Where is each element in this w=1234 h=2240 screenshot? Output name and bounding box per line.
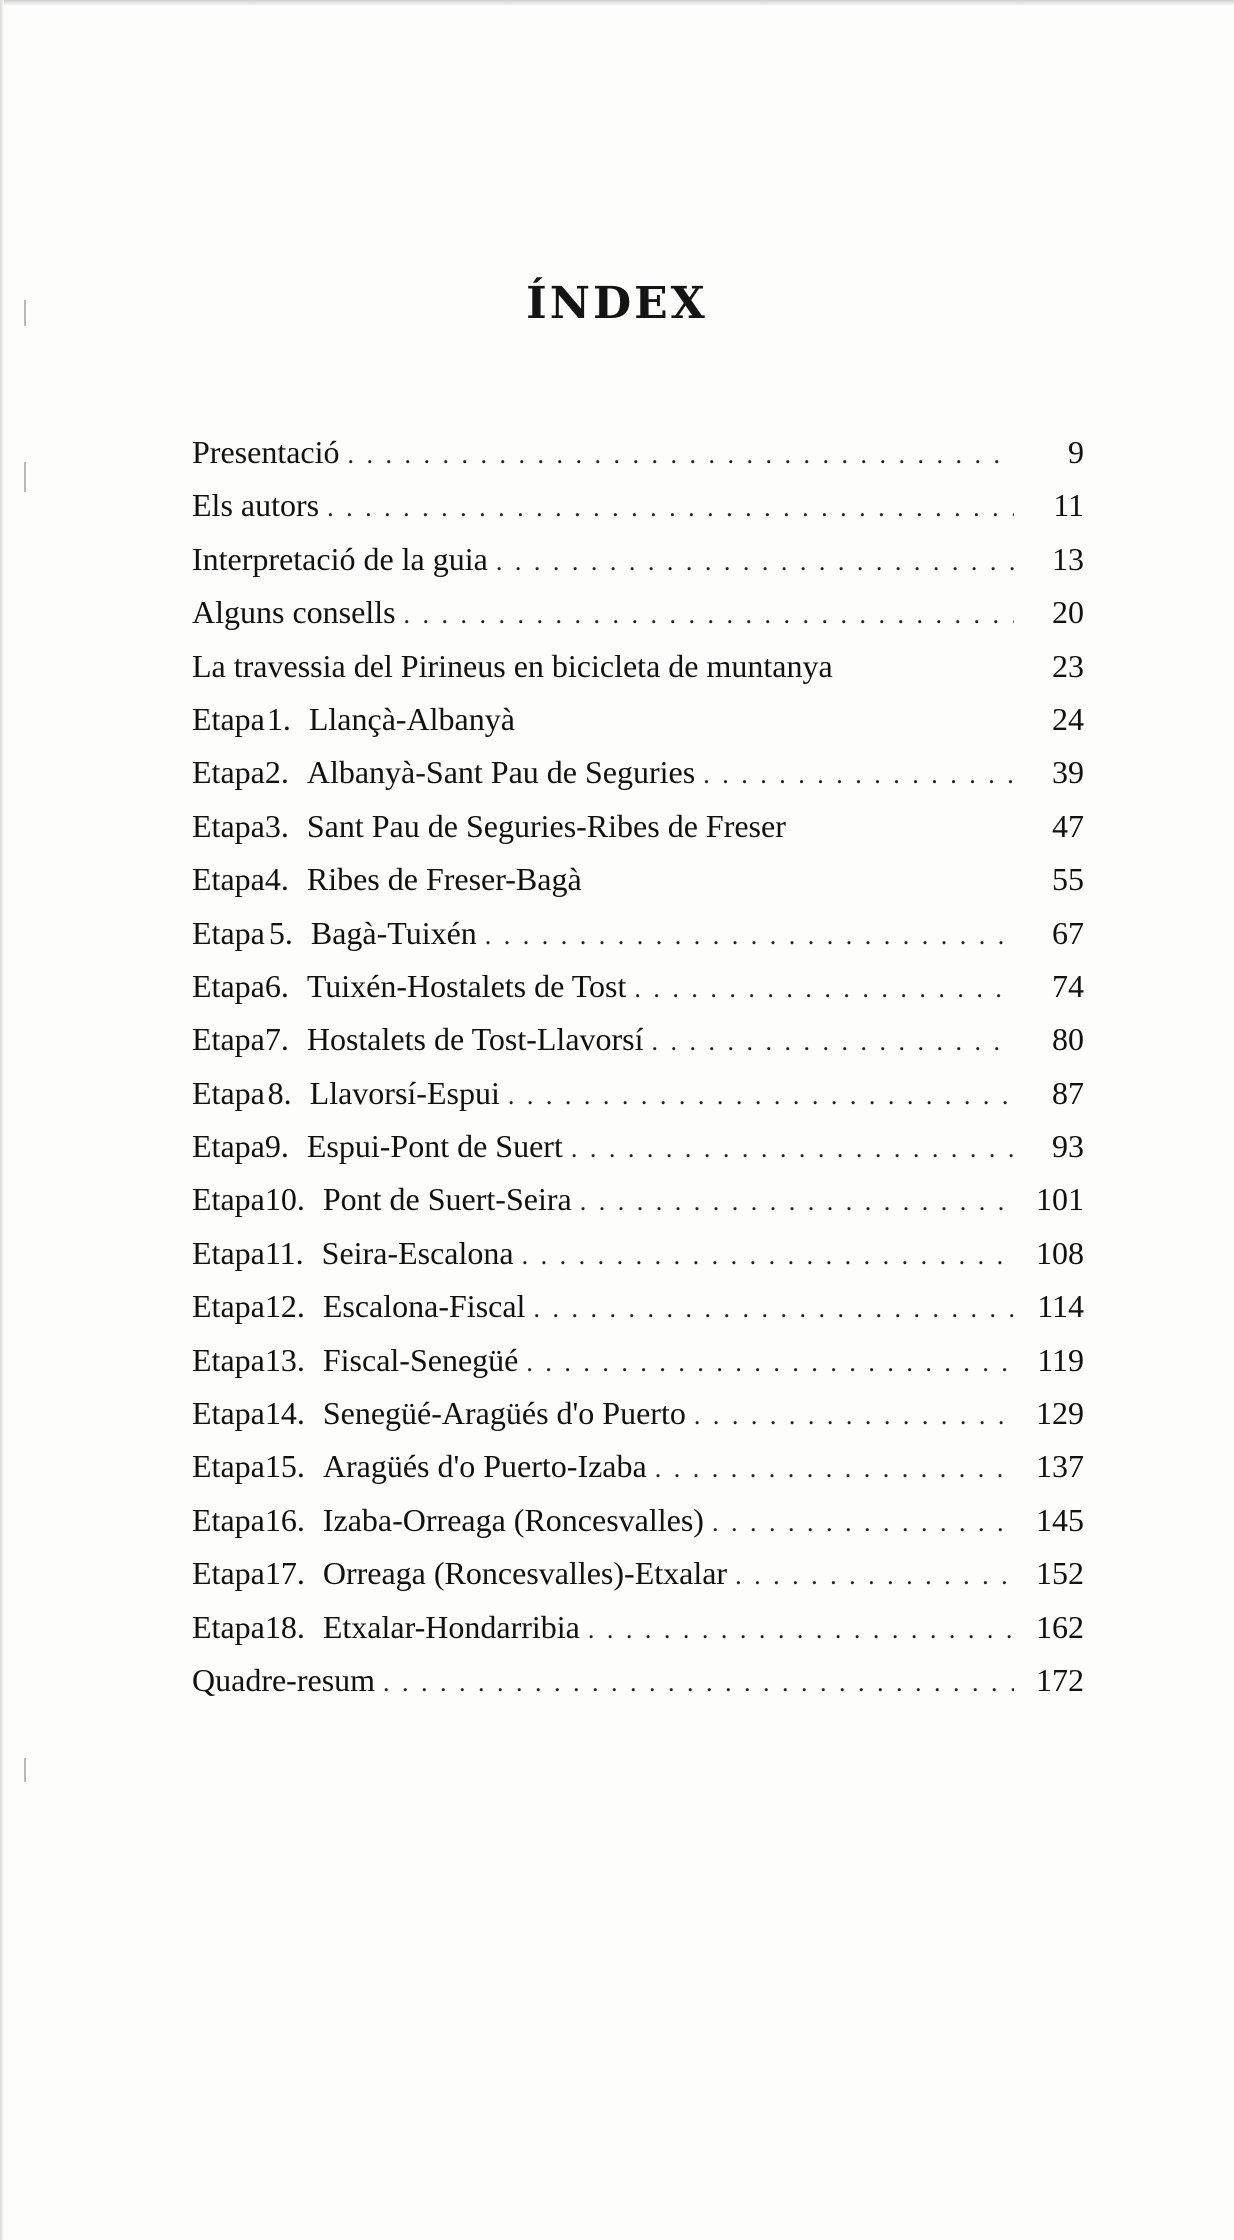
toc-stage-entry xyxy=(192,1067,1084,1120)
stage-number: 3. xyxy=(264,807,289,844)
toc-stage-entry xyxy=(192,1387,1084,1440)
stage-word: Etapa xyxy=(192,1448,265,1485)
toc-page-number: 162 xyxy=(1036,1608,1084,1645)
toc-entry-label: Espui-Pont de Suert xyxy=(306,1128,563,1165)
toc-page-number: 55 xyxy=(1052,861,1084,898)
toc-page-number: 20 xyxy=(1052,594,1084,631)
stage-number: 17. xyxy=(264,1555,305,1592)
toc-entry-label: Escalona-Fiscal xyxy=(322,1288,526,1325)
page-title: ÍNDEX xyxy=(526,278,708,329)
toc-page-number: 24 xyxy=(1052,700,1084,737)
toc-entry-label: Quadre-resum xyxy=(192,1661,376,1698)
toc-entry-label: Llavorsí-Espui xyxy=(309,1074,500,1111)
dot-leader xyxy=(348,428,1015,481)
stage-number: 5. xyxy=(268,914,293,951)
stage-number: 18. xyxy=(264,1608,305,1645)
toc-entry-label: Presentació xyxy=(192,434,340,470)
stage-word: Etapa xyxy=(192,1074,265,1111)
toc-page-number: 74 xyxy=(1052,967,1084,1004)
toc-entry xyxy=(192,533,1084,586)
toc-stage-entry xyxy=(192,1120,1084,1173)
toc-entry-label: Tuixén-Hostalets de Tost xyxy=(306,967,627,1004)
stage-word: Etapa xyxy=(192,807,265,844)
stage-number: 12. xyxy=(264,1288,305,1325)
margin-mark xyxy=(24,1758,26,1782)
stage-word: Etapa xyxy=(192,754,265,791)
toc-entry-label: Bagà-Tuixén xyxy=(310,914,477,951)
toc-entry-label: Pont de Suert-Seira xyxy=(322,1181,572,1218)
stage-word: Etapa xyxy=(192,1555,265,1592)
toc-stage-entry xyxy=(192,907,1084,960)
dot-leader xyxy=(588,1603,1014,1656)
stage-number: 9. xyxy=(264,1128,289,1165)
toc-entry-label: Albanyà-Sant Pau de Seguries xyxy=(306,754,696,791)
stage-word: Etapa xyxy=(192,967,265,1004)
stage-word: Etapa xyxy=(192,1234,265,1271)
stage-number: 15. xyxy=(264,1448,305,1485)
stage-number: 10. xyxy=(264,1181,305,1218)
toc-entry xyxy=(192,586,1084,639)
toc-entry-label: Els autors xyxy=(192,487,320,524)
dot-leader xyxy=(404,588,1014,641)
stage-number: 1. xyxy=(266,700,291,737)
toc-stage-entry xyxy=(192,960,1084,1013)
toc-entry-label: Ribes de Freser-Bagà xyxy=(306,861,582,898)
stage-number: 6. xyxy=(264,967,289,1004)
toc-page-number: 39 xyxy=(1052,754,1084,791)
toc-stage-entry xyxy=(192,1227,1084,1280)
stage-word: Etapa xyxy=(192,1181,265,1218)
toc-page-number: 13 xyxy=(1052,540,1084,577)
toc-page-number: 129 xyxy=(1036,1395,1084,1432)
dot-leader xyxy=(655,1442,1014,1495)
dot-leader xyxy=(327,481,1014,534)
stage-word: Etapa xyxy=(192,861,265,898)
toc-stage-entry xyxy=(192,853,1084,906)
toc-page-number: 101 xyxy=(1036,1181,1084,1218)
dot-leader xyxy=(508,1069,1014,1122)
toc-stage-entry xyxy=(192,1013,1084,1066)
stage-word: Etapa xyxy=(192,700,265,737)
toc-page-number: 137 xyxy=(1036,1448,1084,1485)
scan-edge-left xyxy=(0,0,4,2240)
stage-number: 4. xyxy=(264,861,289,898)
toc-page-number: 119 xyxy=(1037,1341,1084,1378)
toc-page-number: 47 xyxy=(1052,807,1084,844)
toc-stage-entry xyxy=(192,1547,1084,1600)
dot-leader xyxy=(571,1122,1014,1175)
stage-word: Etapa xyxy=(192,914,265,951)
dot-leader xyxy=(580,1175,1014,1228)
stage-number: 7. xyxy=(264,1021,289,1058)
toc-stage-entry xyxy=(192,1601,1084,1654)
toc-page-number: 11 xyxy=(1053,487,1084,524)
toc-entry-label: Senegüé-Aragüés d'o Puerto xyxy=(322,1395,686,1432)
toc-entry-label: Alguns consells xyxy=(192,594,396,631)
toc-page-number: 152 xyxy=(1036,1555,1084,1592)
stage-word: Etapa xyxy=(192,1501,265,1538)
scan-edge-top xyxy=(0,0,1234,6)
dot-leader xyxy=(712,1496,1014,1549)
toc-entry-label: Izaba-Orreaga (Roncesvalles) xyxy=(322,1501,704,1538)
toc-stage-entry xyxy=(192,746,1084,799)
toc-page-number: 172 xyxy=(1036,1661,1084,1698)
dot-leader xyxy=(383,1656,1014,1709)
margin-mark xyxy=(24,462,26,492)
toc-stage-entry xyxy=(192,1440,1084,1493)
stage-word: Etapa xyxy=(192,1395,265,1432)
dot-leader xyxy=(533,1282,1014,1335)
stage-number: 16. xyxy=(264,1501,305,1538)
dot-leader xyxy=(694,1389,1014,1442)
toc-stage-entry xyxy=(192,1334,1084,1387)
dot-leader xyxy=(703,748,1014,801)
toc-page-number: 114 xyxy=(1037,1288,1084,1325)
toc-stage-entry xyxy=(192,1280,1084,1333)
dot-leader xyxy=(496,535,1014,588)
toc-entry-label: La travessia del Pirineus en bicicleta de muntanya xyxy=(192,647,833,684)
toc-entry-label: Fiscal-Senegüé xyxy=(322,1341,519,1378)
toc-entry-label: Aragüés d'o Puerto-Izaba xyxy=(322,1448,647,1485)
toc-entry-label: Seira-Escalona xyxy=(321,1234,514,1271)
dot-leader xyxy=(634,962,1014,1015)
toc-entry-label: Hostalets de Tost-Llavorsí xyxy=(306,1021,644,1058)
dot-leader xyxy=(485,909,1014,962)
stage-word: Etapa xyxy=(192,1608,265,1645)
dot-leader xyxy=(652,1015,1014,1068)
stage-word: Etapa xyxy=(192,1341,265,1378)
stage-word: Etapa xyxy=(192,1021,265,1058)
toc-entry-label: Llançà-Albanyà xyxy=(308,700,515,737)
stage-word: Etapa xyxy=(192,1288,265,1325)
toc-entry-label: Etxalar-Hondarribia xyxy=(322,1608,580,1645)
toc-page-number: 87 xyxy=(1052,1074,1084,1111)
toc-page-number: 145 xyxy=(1036,1501,1084,1538)
toc-page-number: 67 xyxy=(1052,914,1084,951)
table-of-contents xyxy=(192,426,1084,1707)
toc-entry xyxy=(192,426,1084,479)
stage-number: 8. xyxy=(267,1074,292,1111)
dot-leader xyxy=(522,1229,1014,1282)
toc-stage-entry xyxy=(192,1173,1084,1226)
dot-leader xyxy=(526,1336,1014,1389)
stage-number: 2. xyxy=(264,754,289,791)
toc-page-number: 80 xyxy=(1052,1021,1084,1058)
toc-entry-label: Interpretació de la guia xyxy=(192,540,488,577)
toc-stage-entry xyxy=(192,1494,1084,1547)
toc-stage-entry xyxy=(192,800,1084,853)
toc-page-number: 93 xyxy=(1052,1128,1084,1165)
stage-number: 11. xyxy=(264,1234,304,1271)
toc-entry xyxy=(192,640,1084,693)
stage-word: Etapa xyxy=(192,1128,265,1165)
toc-entry-label: Sant Pau de Seguries-Ribes de Freser xyxy=(306,807,786,844)
toc-page-number: 108 xyxy=(1036,1234,1084,1271)
toc-stage-entry xyxy=(192,693,1084,746)
stage-number: 13. xyxy=(264,1341,305,1378)
toc-page-number: 23 xyxy=(1052,647,1084,684)
toc-page-number: 9 xyxy=(1068,434,1084,470)
stage-number: 14. xyxy=(264,1395,305,1432)
toc-entry xyxy=(192,479,1084,532)
toc-entry xyxy=(192,1654,1084,1707)
dot-leader xyxy=(735,1549,1014,1602)
toc-entry-label: Orreaga (Roncesvalles)-Etxalar xyxy=(322,1555,728,1592)
